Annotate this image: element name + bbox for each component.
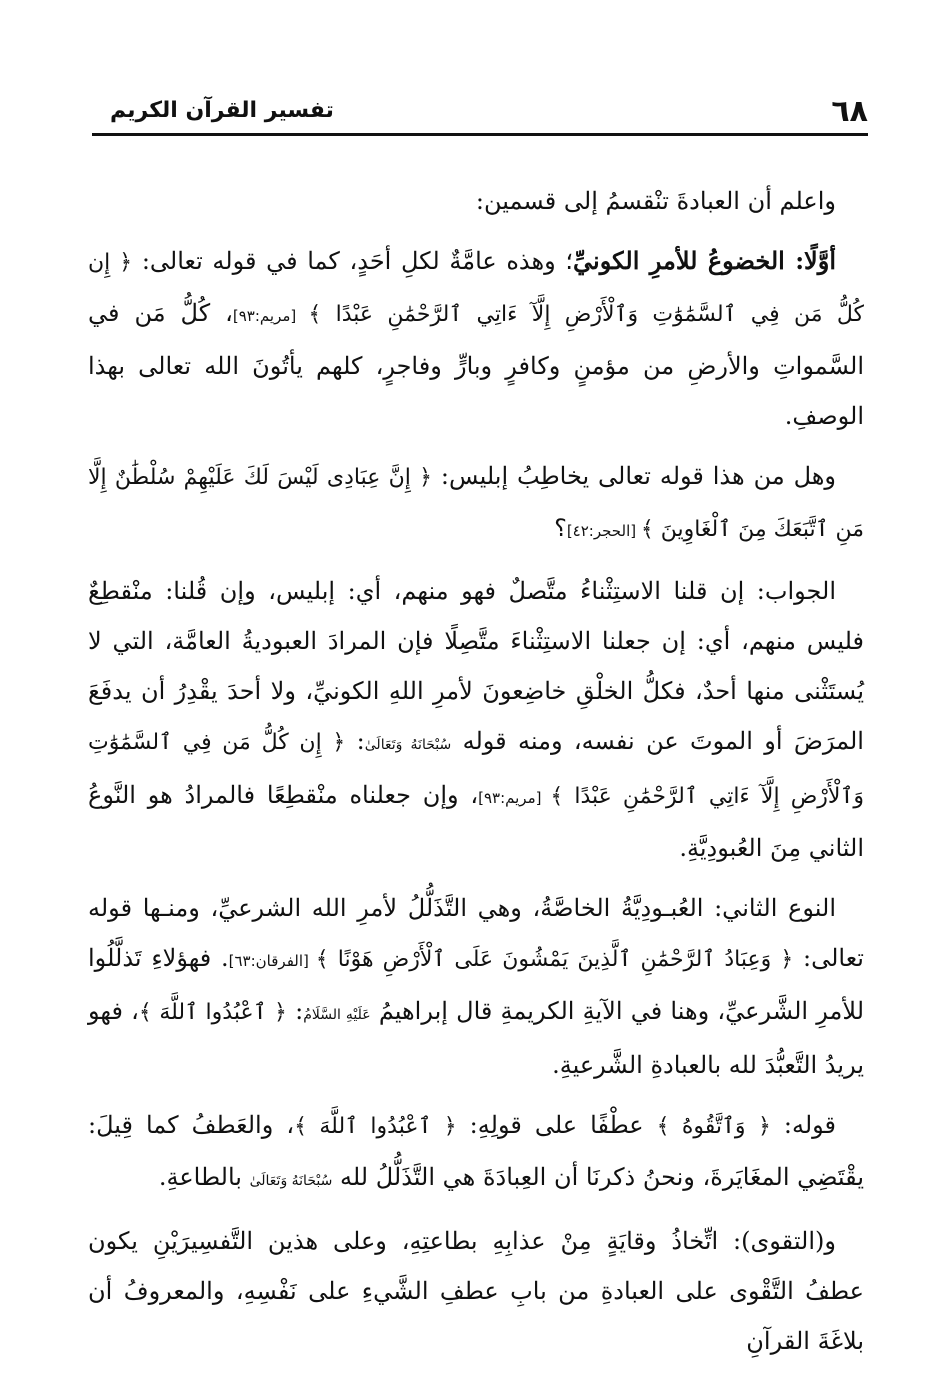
verse-reference: [الفرقان:٦٣] [228,952,316,970]
quran-verse: ﴿ ٱعْبُدُوا ٱللَّهَ ﴾ [138,1000,287,1025]
paragraph-text: ؛ وهذه عامَّةٌ لكلِ أحَدٍ، كما في قوله تعالى: [132,247,574,275]
paragraph-question [88,451,864,556]
paragraph-text: قوله: [770,1111,837,1139]
verse-reference: [الحجر:٤٢] [566,522,641,540]
paragraph-text: ، وإن جعلناه منْقطِعًا فالمرادُ هو النَّوعُ الثاني مِنَ العُبودِيَّةِ. [88,781,864,862]
quran-verse: ﴿ ٱعْبُدُوا ٱللَّهَ ﴾ [294,1114,457,1139]
honorific: سُبْحَانَهُ وَتَعَالَىٰ [249,1173,333,1189]
paragraph-taqwa [88,1216,864,1366]
paragraph-answer [88,566,864,873]
paragraph-text: وهل من هذا قوله تعالى يخاطِبُ إبليس: [432,462,836,490]
paragraph-text: ، فهو يريدُ التَّعبُّدَ لله بالعبادةِ الشَّرعيةِ. [88,997,864,1079]
honorific: عَلَيْهِ السَّلَامُ [303,1007,371,1023]
verse-reference: [مريم:٩٣] [478,789,551,807]
section-heading: أوَّلًا: الخضوعُ للأمرِ الكونيِّ [573,246,837,275]
paragraph-text: ؟ [554,514,567,542]
paragraph-text: بالطاعةِ. [158,1163,250,1191]
paragraph-text: واعلم أن العبادةَ تنْقسمُ إلى قسمين: [475,187,836,215]
quran-verse: ﴿ إِن كُلُّ مَن فِي ٱلسَّمَٰوَٰتِ وَٱلْأَرْضِ إِلَّآ ءَاتِي ٱلرَّحْمَٰنِ عَبْدًا ﴾ [88,730,864,809]
paragraph-first-type [88,236,864,441]
paragraph-intro [88,176,864,226]
paragraph-text: ، كُلُّ مَن في السَّمواتِ والأرضِ من مؤمنٍ وكافرٍ وبارٍّ وفاجرٍ، كلهم يأتُونَ الله تعالى بهذا الوصفِ. [88,299,864,430]
paragraph-text: الجواب: إن قلنا الاستِثْناءُ متَّصلٌ فهو منهم، أي: إبليس، وإن قُلنا: منْقطِعٌ فليس منهم، أي: إن جعلنا الاستِثْناءَ متَّصِلًا فإن المرادَ العبوديةُ العامَّة، التي لا يُستَثْنى منها أحدٌ، فكلُّ الخلْقِ خاضِعونَ لأمرِ اللهِ الكونيِّ، ولا أحدَ يقْدِرُ أن يدفَعَ المرَضَ أو الموتَ عن نفسه، ومنه قوله [88,577,865,755]
page-body [88,176,864,1376]
honorific: سُبْحَانَهُ وَتَعَالَىٰ [364,737,452,753]
paragraph-text: ، والعَطفُ كما قِيلَ: يقْتَضِي المغَايَرةَ، ونحنُ ذكرنَا أن العِبادَةَ هي التَّذَلُّلُ لله [88,1111,864,1191]
paragraph-text: . فهؤلاءِ تَذلَّلُوا للأمرِ الشَّرعيِّ، وهنا في الآيةِ الكريمةِ قال إبراهيمُ [88,944,865,1025]
quran-verse: ﴿ وَٱتَّقُوهُ ﴾ [656,1114,771,1139]
header-rule [92,133,868,136]
paragraph-text: و(التقوى): اتِّخاذُ وقايَةٍ مِنْ عذابِهِ بطاعتِهِ، وعلى هذين التَّفسِيرَيْنِ يكون عطفُ التَّقْوى على العبادةِ من بابِ عطفِ الشَّيءِ على نَفْسِهِ، والمعروفُ أن بلاغَةَ القرآنِ [88,1227,864,1355]
paragraph-text: عطْفًا على قولِهِ: [456,1111,657,1139]
paragraph-second-type [88,883,864,1090]
verse-reference: [مريم:٩٣] [232,307,309,325]
quran-verse: ﴿ وَعِبَادُ ٱلرَّحْمَٰنِ ٱلَّذِينَ يَمْشُونَ عَلَى ٱلْأَرْضِ هَوْنًا ﴾ [315,947,794,972]
quran-verse: ﴿ إِن كُلُّ مَن فِي ٱلسَّمَٰوَٰتِ وَٱلْأَرْضِ إِلَّآ ءَاتِي ٱلرَّحْمَٰنِ عَبْدًا ﴾ [88,250,864,327]
page-number: ٦٨ [831,94,868,129]
paragraph-conjunction [88,1100,864,1206]
quran-verse: ﴿ إِنَّ عِبَادِى لَيْسَ لَكَ عَلَيْهِمْ سُلْطَٰنٌ إِلَّا مَنِ ٱتَّبَعَكَ مِنَ ٱلْغَاوِينَ ﴾ [88,465,864,542]
paragraph-text: : [286,997,304,1025]
paragraph-text: النوع الثاني: العُبـودِيَّةُ الخاصَّةُ، وهي التَّذَلُّلُ لأمرِ الله الشرعيِّ، ومنـها قوله تعالى: [88,894,864,972]
page-header [92,86,868,136]
paragraph-text: : [345,727,365,755]
running-title: تفسير القرآن الكريم [110,98,334,123]
